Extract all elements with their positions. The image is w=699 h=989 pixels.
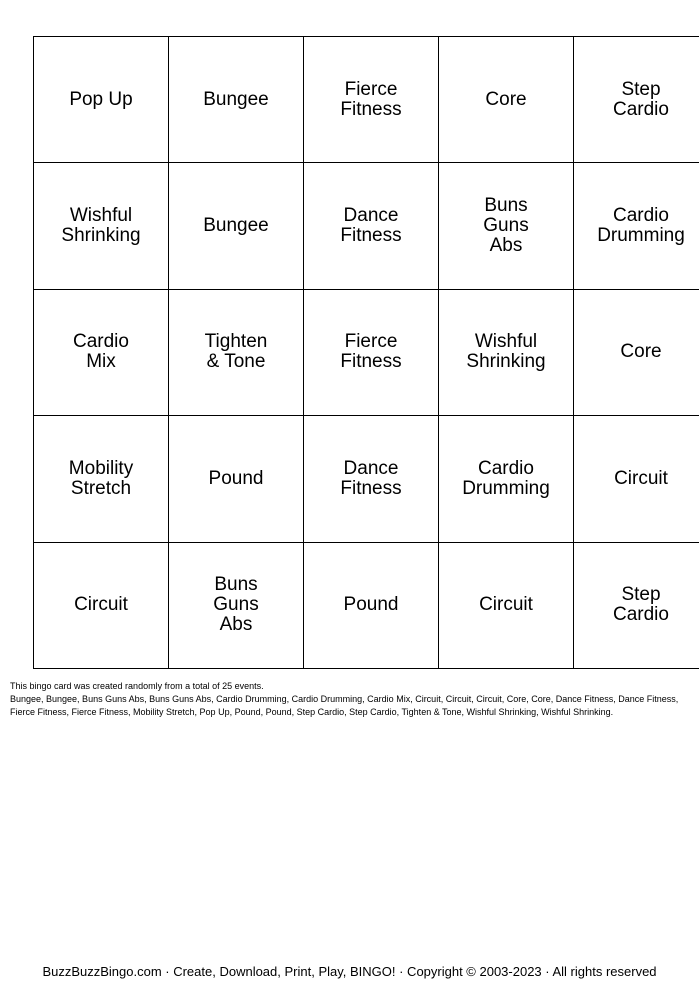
bingo-cell: Circuit <box>574 416 699 542</box>
bingo-cell: Buns Guns Abs <box>169 542 304 668</box>
bingo-cell: Pop Up <box>34 37 169 163</box>
bingo-cell: Wishful Shrinking <box>34 163 169 289</box>
bingo-cell: Bungee <box>169 163 304 289</box>
bingo-cell: Dance Fitness <box>304 416 439 542</box>
bingo-cell: Step Cardio <box>574 37 699 163</box>
card-generation-note: This bingo card was created randomly from a total of 25 events. <box>10 681 264 691</box>
bingo-cell: Buns Guns Abs <box>439 163 574 289</box>
bingo-cell: Wishful Shrinking <box>439 289 574 415</box>
bingo-cell: Fierce Fitness <box>304 37 439 163</box>
bingo-cell: Mobility Stretch <box>34 416 169 542</box>
bingo-cell: Cardio Drumming <box>574 163 699 289</box>
bingo-row <box>34 416 699 542</box>
page-footer: BuzzBuzzBingo.com · Create, Download, Print, Play, BINGO! · Copyright © 2003-2023 · All rights reserved <box>42 964 657 979</box>
bingo-cell: Bungee <box>169 37 304 163</box>
bingo-cell: Pound <box>304 542 439 668</box>
bingo-cell: Cardio Mix <box>34 289 169 415</box>
bingo-cell: Core <box>574 289 699 415</box>
bingo-cell: Step Cardio <box>574 542 699 668</box>
bingo-row <box>34 542 699 668</box>
bingo-row <box>34 163 699 289</box>
bingo-cell: Fierce Fitness <box>304 289 439 415</box>
bingo-cell: Cardio Drumming <box>439 416 574 542</box>
bingo-cell: Circuit <box>439 542 574 668</box>
bingo-cell: Pound <box>169 416 304 542</box>
bingo-cell: Dance Fitness <box>304 163 439 289</box>
bingo-row <box>34 289 699 415</box>
bingo-card-grid <box>33 36 699 669</box>
bingo-row <box>34 37 699 163</box>
event-list: Bungee, Bungee, Buns Guns Abs, Buns Guns Abs, Cardio Drumming, Cardio Drumming, Cardio Mix, Circuit, Circuit, Circuit, Core, Core, Dance Fitness, Dance Fitness, Fierce Fitness, Fierce Fitness, Mobility Stretch, Pop Up, Pound, Pound, Step Cardio, Step Cardio, Tighten & Tone, Wishful Shrinking, Wishful Shrinking. <box>10 694 679 717</box>
bingo-cell: Circuit <box>34 542 169 668</box>
bingo-cell: Tighten & Tone <box>169 289 304 415</box>
bingo-cell: Core <box>439 37 574 163</box>
